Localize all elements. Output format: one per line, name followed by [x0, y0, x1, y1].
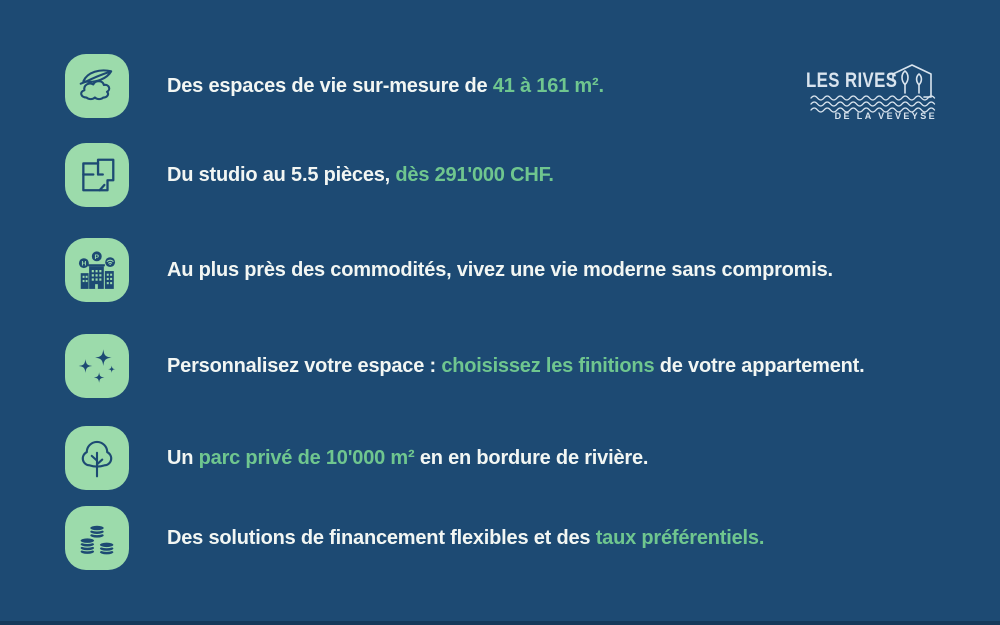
feature-text — [167, 75, 604, 98]
feature-text — [167, 447, 648, 470]
leaf-cloud-icon — [65, 54, 129, 118]
logo-subtitle: DE LA VEVEYSE — [834, 111, 937, 121]
bottom-edge-strip — [0, 621, 1000, 625]
highlighted-text: taux préférentiels. — [595, 526, 765, 549]
plain-text: Personnalisez votre espace : — [167, 354, 442, 377]
floor-plan-icon — [65, 143, 129, 207]
plain-text: en en bordure de rivière. — [414, 446, 649, 469]
plain-text: Au plus près des commodités, vivez une vie moderne sans compromis. — [167, 258, 833, 281]
feature-customization — [65, 334, 1000, 398]
plain-text: Des solutions de financement flexibles et des — [167, 526, 596, 549]
highlighted-text: choisissez les finitions — [441, 354, 655, 377]
brand-logo — [802, 60, 942, 132]
plain-text: de votre appartement. — [654, 354, 865, 377]
sparkles-icon — [65, 334, 129, 398]
plain-text: Du studio au 5.5 pièces, — [167, 163, 396, 186]
plain-text: Un — [167, 446, 199, 469]
feature-amenities — [65, 238, 1000, 302]
highlighted-text: dès 291'000 CHF. — [395, 163, 554, 186]
feature-text — [167, 527, 764, 550]
feature-text — [167, 259, 833, 282]
highlighted-text: parc privé de 10'000 m² — [198, 446, 415, 469]
feature-price — [65, 143, 1000, 207]
feature-park — [65, 426, 1000, 490]
svg-text:H: H — [81, 260, 87, 268]
feature-financing — [65, 506, 1000, 570]
tree-icon — [65, 426, 129, 490]
svg-text:P: P — [94, 253, 100, 261]
coins-icon — [65, 506, 129, 570]
house-with-trees-icon — [888, 63, 936, 99]
feature-text — [167, 355, 864, 378]
logo-title: LES RIVES — [806, 69, 898, 92]
feature-text — [167, 164, 554, 187]
amenities-buildings-icon — [65, 238, 129, 302]
highlighted-text: 41 à 161 m². — [492, 74, 604, 97]
plain-text: Des espaces de vie sur-mesure de — [167, 74, 493, 97]
